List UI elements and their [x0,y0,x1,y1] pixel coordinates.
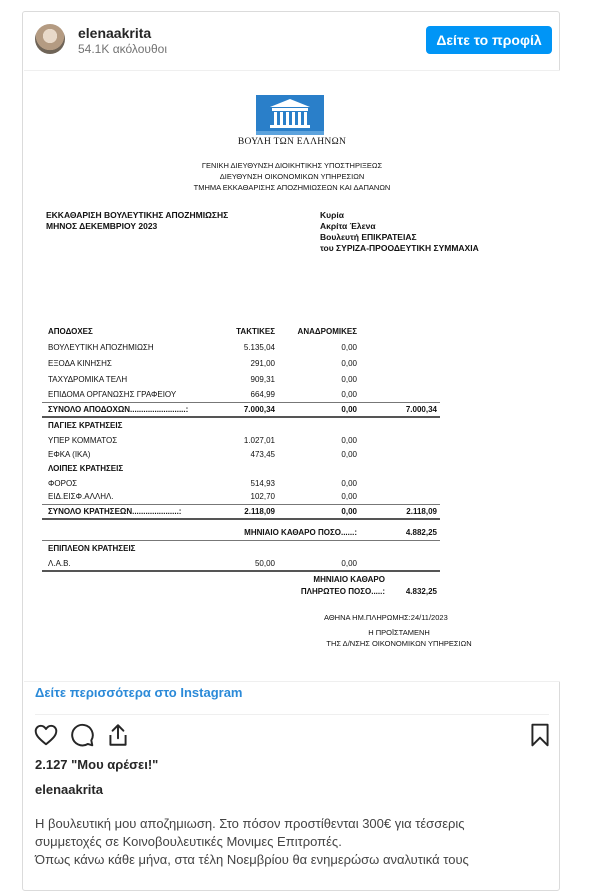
row-retro: 0,00 [341,436,357,445]
row-regular: 909,31 [250,375,275,384]
row-retro: 0,00 [341,359,357,368]
dept-line-2: ΔΙΕΥΘΥΝΣΗ ΟΙΚΟΝΟΜΙΚΩΝ ΥΠΗΡΕΣΙΩΝ [219,172,365,181]
post-username[interactable]: elenaakrita [78,25,152,41]
post-caption [35,815,555,869]
share-button[interactable] [105,722,131,748]
row-label: ΒΟΥΛΕΥΤΙΚΗ ΑΠΟΖΗΜΙΩΣΗ [48,343,154,352]
payable-label-2: ΠΛΗΡΩΤΕΟ ΠΟΣΟ.....: [300,587,385,596]
caption-username[interactable]: elenaakrita [35,782,103,797]
post-header [23,12,559,70]
caption-line: Η βουλευτική μου αποζημιωση. Στο πόσον προστίθενται 300€ για τέσσερις [35,816,465,831]
divider [42,540,440,541]
header-retro: ΑΝΑΔΡΟΜΙΚΕΣ [297,327,357,336]
logo-caption: ΒΟΥΛΗ ΤΩΝ ΕΛΛΗΝΩΝ [237,137,347,147]
deductions-total-retro: 0,00 [341,507,357,516]
view-profile-button[interactable]: Δείτε το προφίλ [426,26,552,54]
row-label: Λ.Α.Β. [48,559,71,568]
parliament-logo [250,91,330,139]
instagram-embed-card [22,11,560,891]
section-title: ΠΑΓΙΕΣ ΚΡΑΤΗΣΕΙΣ [48,421,123,430]
earnings-total-sum: 7.000,34 [405,405,437,414]
row-regular: 1.027,01 [243,436,275,445]
row-regular: 473,45 [250,450,275,459]
deductions-total-label: ΣΥΝΟΛΟ ΚΡΑΤΗΣΕΩΝ.....................: [48,507,182,516]
row-label: ΤΑΧΥΔΡΟΜΙΚΑ ΤΕΛΗ [48,375,128,384]
row-regular: 664,99 [250,390,275,399]
sign-title: Η ΠΡΟΪΣΤΑΜΕΝΗ [368,628,430,637]
comment-icon [69,722,95,748]
row-regular: 291,00 [250,359,275,368]
recipient-salutation: Κυρία [320,210,344,220]
row-label: ΦΟΡΟΣ [48,479,78,488]
row-retro: 0,00 [341,492,357,501]
share-icon [105,722,131,748]
row-retro: 0,00 [341,375,357,384]
caption-line: Όπως κάνω κάθε μήνα, στα τέλη Νοεμβρίου θα ενημερώσω αναλυτικά τους [35,852,469,867]
bookmark-icon [527,722,553,748]
comment-button[interactable] [69,722,95,748]
like-button[interactable] [33,722,59,748]
follower-count: 54.1K ακόλουθοι [78,42,167,56]
earnings-total-label: ΣΥΝΟΛΟ ΑΠΟΔΟΧΩΝ.........................: [48,405,189,414]
row-label: ΕΦΚΑ (ΙΚΑ) [48,450,91,459]
row-retro: 0,00 [341,450,357,459]
deductions-total-sum: 2.118,09 [406,507,437,516]
post-image-document[interactable] [24,70,560,682]
avatar[interactable] [35,24,65,54]
row-label: ΕΠΙΔΟΜΑ ΟΡΓΑΝΩΣΗΣ ΓΡΑΦΕΙΟΥ [48,390,177,399]
section-title: ΕΠΙΠΛΕΟΝ ΚΡΑΤΗΣΕΙΣ [48,544,136,553]
row-regular: 50,00 [254,559,275,568]
monthly-net-sum: 4.882,25 [405,528,437,537]
payment-date: ΑΘΗΝΑ ΗΜ.ΠΛΗΡΩΜΗΣ:24/11/2023 [324,613,448,622]
row-label: ΕΙΔ.ΕΙΣΦ.ΑΛΛΗΛ. [48,492,114,501]
header-label: ΑΠΟΔΟΧΕΣ [48,327,93,336]
divider [42,570,440,572]
row-regular: 102,70 [250,492,275,501]
row-regular: 514,93 [250,479,275,488]
row-retro: 0,00 [341,559,357,568]
divider [42,504,440,505]
dept-line-3: ΤΜΗΜΑ ΕΚΚΑΘΑΡΙΣΗΣ ΑΠΟΖΗΜΙΩΣΕΩΝ ΚΑΙ ΔΑΠΑΝΩΝ [193,183,391,192]
heart-icon [33,722,59,748]
row-label: ΥΠΕΡ ΚΟΜΜΑΤΟΣ [48,436,118,445]
payable-label-1: ΜΗΝΙΑΙΟ ΚΑΘΑΡΟ [313,575,385,584]
view-more-instagram-link[interactable]: Δείτε περισσότερα στο Instagram [35,685,243,700]
deductions-total-regular: 2.118,09 [244,507,275,516]
divider [35,714,549,715]
section-title: ΛΟΙΠΕΣ ΚΡΑΤΗΣΕΙΣ [48,464,124,473]
sign-department: ΤΗΣ Δ/ΝΣΗΣ ΟΙΚΟΝΟΜΙΚΩΝ ΥΠΗΡΕΣΙΩΝ [326,639,472,648]
monthly-net-label: ΜΗΝΙΑΙΟ ΚΑΘΑΡΟ ΠΟΣΟ......: [244,528,357,537]
save-button[interactable] [527,722,553,748]
dept-line-1: ΓΕΝΙΚΗ ΔΙΕΥΘΥΝΣΗ ΔΙΟΙΚΗΤΙΚΗΣ ΥΠΟΣΤΗΡΙΞΕΩΣ [201,161,383,170]
row-regular: 5.135,04 [243,343,275,352]
recipient-role: Βουλευτή ΕΠΙΚΡΑΤΕΙΑΣ [320,232,417,242]
earnings-total-regular: 7.000,34 [243,405,275,414]
recipient-party: του ΣΥΡΙΖΑ-ΠΡΟΟΔΕΥΤΙΚΗ ΣΥΜΜΑΧΙΑ [320,243,479,253]
caption-line: συμμετοχές σε Κοινοβουλευτικές Μονιμες Επιτροπές. [35,834,342,849]
like-count[interactable]: 2.127 "Μου αρέσει!" [35,757,159,772]
recipient-name: Ακρίτα Έλενα [320,221,376,231]
divider [42,518,440,520]
doc-month: ΜΗΝΟΣ ΔΕΚΕΜΒΡΙΟΥ 2023 [46,221,158,231]
row-retro: 0,00 [341,390,357,399]
divider [42,416,440,418]
doc-title: ΕΚΚΑΘΑΡΙΣΗ ΒΟΥΛΕΥΤΙΚΗΣ ΑΠΟΖΗΜΙΩΣΗΣ [46,210,229,220]
header-regular: ΤΑΚΤΙΚΕΣ [236,327,275,336]
row-retro: 0,00 [341,479,357,488]
payable-sum: 4.832,25 [405,587,437,596]
row-retro: 0,00 [341,343,357,352]
row-label: ΕΞΟΔΑ ΚΙΝΗΣΗΣ [48,359,112,368]
earnings-total-retro: 0,00 [341,405,357,414]
divider [42,402,440,403]
